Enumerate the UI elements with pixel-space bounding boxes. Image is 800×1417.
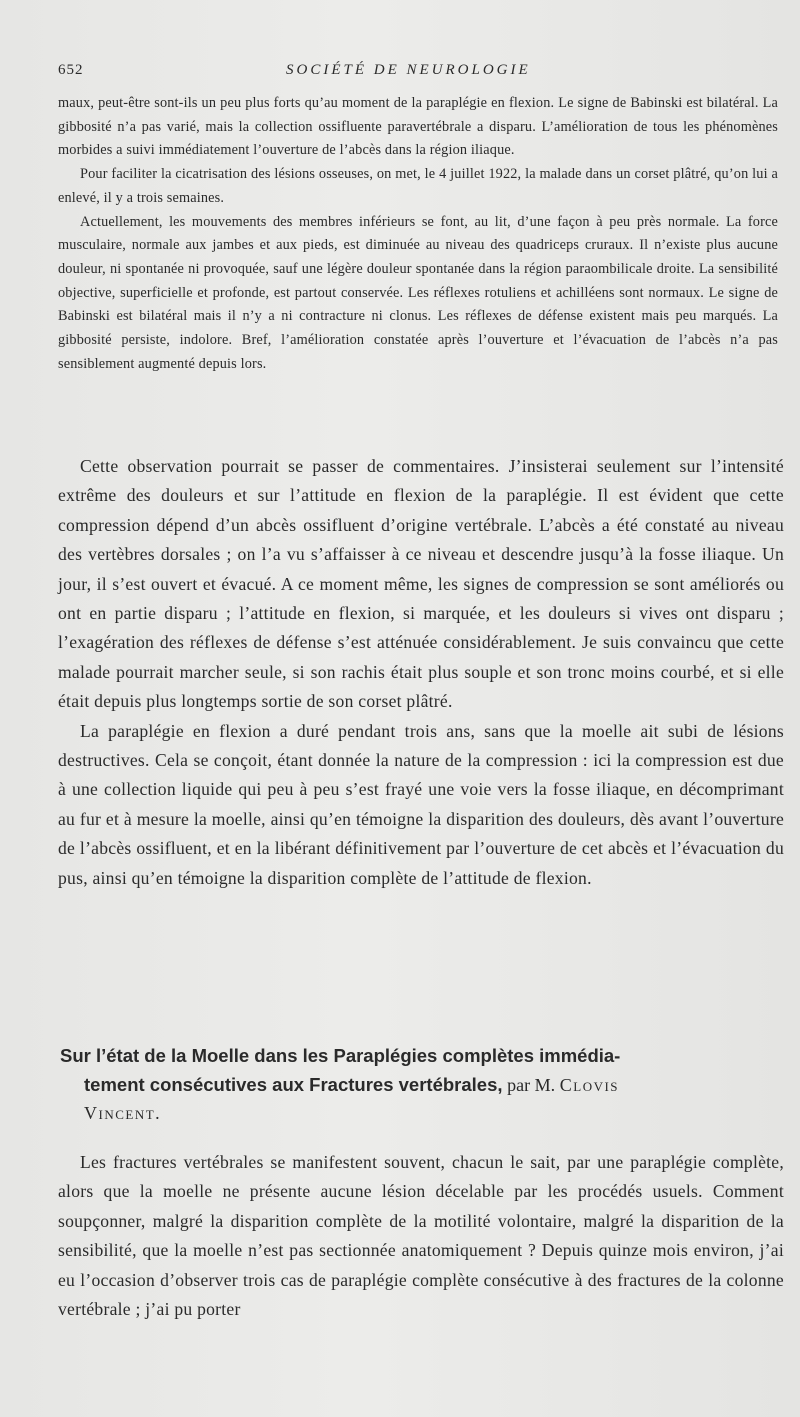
running-head: SOCIÉTÉ DE NEUROLOGIE <box>286 62 531 78</box>
author-last-name: Vincent. <box>84 1103 162 1123</box>
page-header <box>58 62 760 84</box>
article-byline: par M. <box>507 1075 556 1095</box>
article-paragraph: Les fractures vertébrales se manifestent souvent, chacun le sait, par une paraplégie complète, alors que la moelle ne présente aucune lésion décelable par les procédés usuels. Comment soupçonner, malgré la disparition complète de la motilité volontaire, malgré la disparition de la sensibilité, que la moelle n’est pas sectionnée anatomiquement ? Depuis quinze mois environ, j’ai eu l’occasion d’observer trois cas de paraplégie complète consécutive à des fractures de la colonne vertébrale ; j’ai pu porter <box>58 1152 784 1320</box>
case-report-small-print <box>58 92 778 376</box>
case-paragraph: Pour faciliter la cicatrisation des lésions osseuses, on met, le 4 juillet 1922, la malade dans un corset plâtré, qu’on lui a enlevé, il y a trois semaines. <box>58 166 778 206</box>
case-paragraph: maux, peut-être sont-ils un peu plus forts qu’au moment de la paraplégie en flexion. Le signe de Babinski est bilatéral. La gibbosité n’a pas varié, mais la collection ossifluente paravertébrale a disparu. L’amélioration de tous les phénomènes morbides a suivi immédiatement l’ouverture de l’abcès dans la région iliaque. <box>58 95 778 159</box>
commentary-text <box>58 452 784 893</box>
commentary-paragraph: La paraplégie en flexion a duré pendant trois ans, sans que la moelle ait subi de lésions destructives. Cela se conçoit, étant donnée la nature de la compression : ici la compression est due à une collection liquide qui peu à peu s’est frayé une voie vers la fosse iliaque, en décomprimant au fur et à mesure la moelle, ainsi qu’en témoigne la disparition des douleurs, dès avant l’ouverture de l’abcès ossifluent, et en la libérant définitivement par l’ouverture de cet abcès et l’évacuation du pus, ainsi qu’en témoigne la disparition complète de l’attitude de flexion. <box>58 720 784 888</box>
commentary-paragraph: Cette observation pourrait se passer de commentaires. J’insisterai seulement sur l’intensité extrême des douleurs et sur l’attitude en flexion de la paraplégie. Il est évident que cette compression dépend d’un abcès ossifluent d’origine vertébrale. L’abcès a été constaté au niveau des vertèbres dorsales ; on l’a vu s’affaisser à ce niveau et descendre jusqu’à la fosse iliaque. Un jour, il s’est ouvert et évacué. A ce moment même, les signes de compression se sont améliorés ou ont en partie disparu ; l’attitude en flexion, si marquée, et les douleurs si vives ont disparu ; l’exagération des réflexes de défense s’est atténuée considérablement. Je suis convaincu que cette malade pourrait marcher seule, si son rachis était plus souple et son tronc moins courbé, et si elle était depuis plus longtemps sortie de son corset plâtré. <box>58 456 784 712</box>
case-paragraph: Actuellement, les mouvements des membres inférieurs se font, au lit, d’une façon à peu près normale. La force musculaire, normale aux jambes et aux pieds, est diminuée au niveau des quadriceps cruraux. Il n’existe plus aucune douleur, ni spontanée ni provoquée, sauf une légère douleur spontanée dans la région paraombilicale droite. La sensibilité objective, superficielle et profonde, est partout conservée. Les réflexes rotuliens et achilléens sont normaux. Le signe de Babinski est bilatéral mais il n’y a ni contracture ni clonus. Les réflexes de défense existent mais peu marqués. La gibbosité persiste, indolore. Bref, l’amélioration constatée après l’ouverture et l’évacuation de l’abcès n’a pas sensiblement augmenté depuis lors. <box>58 213 778 372</box>
article-title-line-2: tement consécutives aux Fractures vertébrales, <box>84 1074 503 1095</box>
article-title-line-1: Sur l’état de la Moelle dans les Paraplégies complètes immédia- <box>60 1045 621 1066</box>
author-first-name: Clovis <box>559 1075 620 1095</box>
page-number: 652 <box>58 62 84 78</box>
article-heading <box>60 1042 780 1127</box>
article-body <box>58 1148 784 1324</box>
